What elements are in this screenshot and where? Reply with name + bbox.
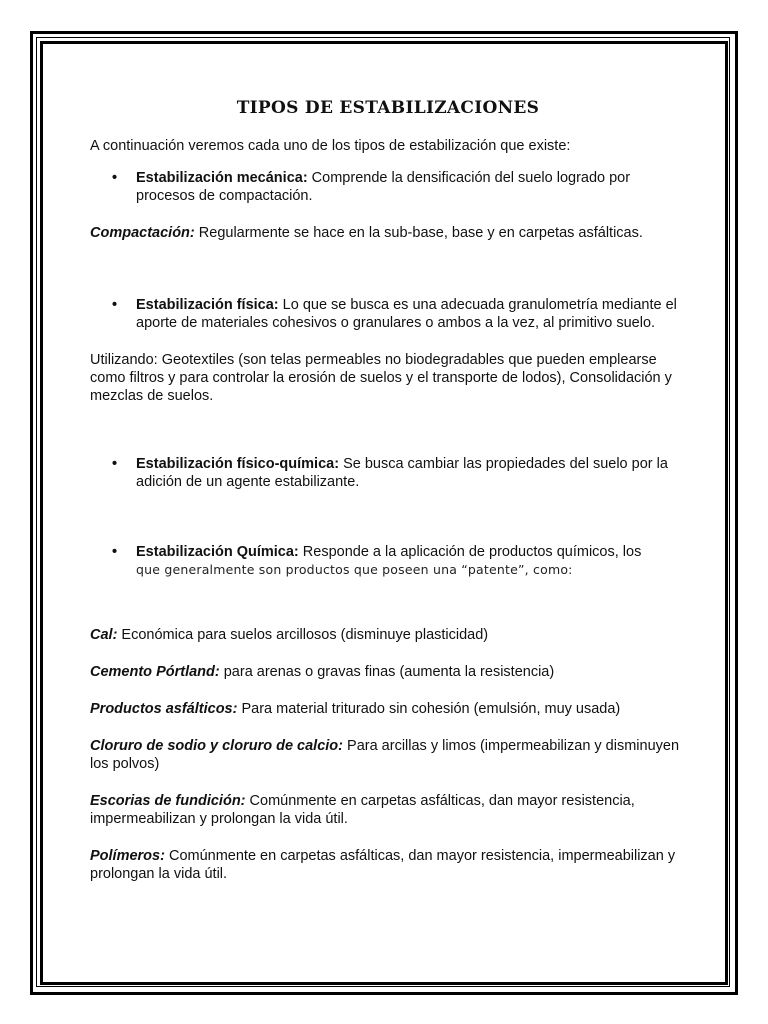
product-label: Escorias de fundición: — [90, 793, 246, 809]
bullet-label: Estabilización Química: — [136, 544, 299, 560]
bullet-list-fisica — [90, 296, 686, 332]
bullet-item-quimica — [90, 543, 686, 579]
product-text: Comúnmente en carpetas asfálticas, dan mayor resistencia, impermeabilizan y prolongan la vida útil. — [90, 848, 676, 882]
utilizando-paragraph: Utilizando: Geotextiles (son telas permeables no biodegradables que pueden emplearse como filtros y para controlar la erosión de suelos y el transporte de lodos), Consolidación y mezclas de suelos. — [90, 352, 672, 404]
product-cloruro — [90, 737, 686, 773]
compactacion-text: Regularmente se hace en la sub-base, base y en carpetas asfálticas. — [194, 225, 643, 241]
bullet-list-fisico-quimica — [90, 455, 686, 491]
bullet-text: Responde a la aplicación de productos químicos, los — [298, 544, 642, 560]
product-text: para arenas o gravas finas (aumenta la resistencia) — [219, 664, 555, 680]
bullet-text: Comprende la densificación del suelo logrado por procesos de compactación. — [136, 170, 631, 204]
bullet-label: Estabilización física: — [136, 297, 279, 313]
product-label: Productos asfálticos: — [90, 701, 238, 717]
product-text: Para material triturado sin cohesión (emulsión, muy usada) — [237, 701, 621, 717]
product-text: Económica para suelos arcillosos (disminuye plasticidad) — [117, 627, 489, 643]
product-label: Cloruro de sodio y cloruro de calcio: — [90, 738, 343, 754]
bullet-icon: • — [112, 297, 118, 313]
document-body — [90, 95, 686, 883]
product-polimeros — [90, 847, 686, 883]
intro-paragraph: A continuación veremos cada uno de los tipos de estabilización que existe: — [90, 138, 571, 154]
product-text: Para arcillas y limos (impermeabilizan y disminuyen los polvos) — [90, 738, 680, 772]
bullet-text: Lo que se busca es una adecuada granulometría mediante el aporte de materiales cohesivos o granulares o ambos a la vez, al primitivo suelo. — [136, 297, 677, 331]
product-cemento — [90, 663, 686, 681]
compactacion-label: Compactación: — [90, 225, 195, 241]
product-cal — [90, 626, 686, 644]
product-label: Cemento Pórtland: — [90, 664, 220, 680]
bullet-text: Se busca cambiar las propiedades del suelo por la adición de un agente estabilizante. — [136, 456, 668, 490]
document-title: TIPOS DE ESTABILIZACIONES — [236, 98, 540, 118]
product-label: Polímeros: — [90, 848, 165, 864]
bullet-label: Estabilización físico-química: — [136, 456, 340, 472]
bullet-icon: • — [112, 456, 118, 472]
product-escorias — [90, 792, 686, 828]
bullet-item-fisica — [90, 296, 686, 332]
bullet-icon: • — [112, 170, 118, 186]
bullet-item-fisico-quimica — [90, 455, 686, 491]
bullet-text-line2: que generalmente son productos que poseen una “patente”, como: — [136, 562, 573, 577]
compactacion-paragraph — [90, 224, 686, 242]
product-text: Comúnmente en carpetas asfálticas, dan mayor resistencia, impermeabilizan y prolongan la vida útil. — [90, 793, 635, 827]
bullet-list-quimica — [90, 543, 686, 579]
bullet-label: Estabilización mecánica: — [136, 170, 308, 186]
bullet-list-mecanica — [90, 169, 686, 205]
product-label: Cal: — [90, 627, 118, 643]
bullet-icon: • — [112, 544, 118, 560]
product-asfalticos — [90, 700, 686, 718]
bullet-item-mecanica — [90, 169, 686, 205]
